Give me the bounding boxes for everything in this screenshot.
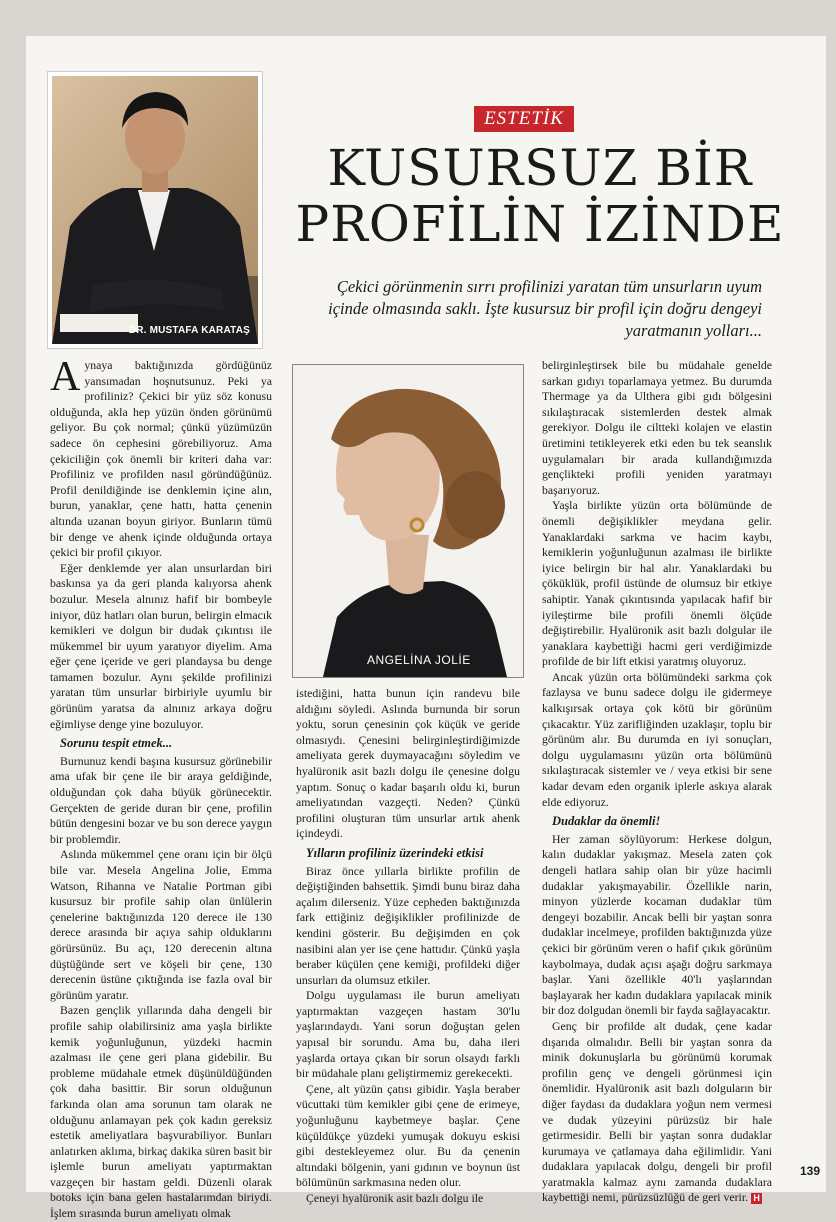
paragraph: Aslında mükemmel çene oranı için bir ölçü bile var. Mesela Angelina Jolie, Emma Watson, Rihanna ve Natalie Portman gibi kusursuz bir profile sahip olan ünlülerin çenelerine baktığınızda 120 derece ile 130 derece arasında bir açıya sahip olduklarını görürsünüz. Bu açı, 120 derecenin altına düştüğünde sert ve köşeli bir çene, 130 derecenin üstüne çıktığında ise fazla oval bir görünüm yaratır. — [50, 847, 272, 1002]
paragraph: Her zaman söylüyorum: Herkese dolgun, kalın dudaklar yakışmaz. Mesela zaten çok dengeli hatlara sahip olan bir yüze hacimli dudaklar yakışmayabilir. Özellikle narin, minyon yüzlerde kocaman dudaklar tüm dengeyi bozabilir. Ancak belli bir yaştan sonra dudaklar incelmeye, profilden baktığınızda yüze çekici bir görünüm veren o hafif çıkık görünüm kaybolmaya, dudak açısı aşağı doğru sarkmaya başlar. Yani özellikle 40'lı yaşlarından başlayarak her kadın dudaklara yapılacak minik bir doz dolgudan önemli bir fayda sağlayacaktır. — [542, 831, 772, 1018]
headline-line-2: PROFİLİN İZİNDE — [295, 195, 785, 253]
paragraph: belirginleştirsek bile bu müdahale genelde sarkan gıdıyı toparlamaya yetmez. Bu durumda Thermage ya da Ulthera gibi gıdı bölgesini sıkılaştıracak sistemlerden destek almak gerekiyor. Dolgu ile ciltteki kolajen ve elastin üretimini tetikleyerek etki eden bu tek seanslık uygulamaları bir arada kullandığımızda gençlikteki profili yeniden yaratmayı başarıyoruz. — [542, 358, 772, 497]
paragraph-text: Genç bir profilde alt dudak, çene kadar dışarıda olmalıdır. Belli bir yaştan sonra da minik dokunuşlarla bu görünümü korumak profilin genç ve dengeli görünmesi için önemlidir. Hyalüronik asit bazlı dolguların bir diğer faydası da dudaklara yoğun nem vermesi ve dudak yüzeyini pürüzsüz bir hale getirmesidir. Belli bir yaştan sonra dudaklar kurumaya ve çatlamaya daha eğilimlidir. Yani dudaklara yapılacak dolgu, dengeli bir profil yaratmakla kalmaz aynı zamanda dudaklara kaybettiği nemi, pürüzsüzlüğü de geri verir. — [542, 1018, 772, 1205]
subheading: Sorunu tespit etmek... — [60, 736, 173, 751]
author-photo-caption: DR. MUSTAFA KARATAŞ — [128, 325, 250, 336]
angelina-jolie-photo — [292, 364, 524, 678]
paragraph: Bazen gençlik yıllarında daha dengeli bir profile sahip olabilirsiniz ama yaşla birlikte kemik yoğunluğunun, yüzdeki hacmin azalması ile çene geri plana gidebilir. Bu probleme müdahale etmek düşünüldüğünden çok daha basittir. Bir sorun olduğunun farkında olan ama sorunun tam olarak ne olduğunu anlamayan pek çok kadın gereksiz estetik ameliyatlara başvurabiliyor. Bunları anlatırken aklıma, birkaç dakika süren basit bir işlemle burun ameliyatı yaptırmaktan vazgeçen bir hastam geldi. Düzenli olarak botoks için bana gelen hastalarımdan biriydi. İşlem sırasında burun ameliyatı olmak — [50, 1003, 272, 1221]
headline-line-1: KUSURSUZ BİR — [327, 139, 753, 197]
article-column-2 — [296, 686, 520, 1207]
drop-cap: A — [50, 354, 81, 400]
author-portrait-figure — [52, 76, 258, 344]
paragraph — [542, 1019, 772, 1206]
paragraph: Dolgu uygulaması ile burun ameliyatı yaptırmaktan vazgeçen hastam 30'lu yaşlarındaydı. Yani sorun doğuştan gelen yapısal bir sorundu. Ama bu, daha ileri yaşlarda ortaya çıkan bir sorun olsaydı farklı bir müdahale planı geliştirmemiz gerekecekti. — [296, 988, 520, 1081]
paragraph: Çene, alt yüzün çatısı gibidir. Yaşla beraber vücuttaki tüm kemikler gibi çene de erimeye, yoğunluğunu kaybetmeye başlar. Çene küçüldükçe yüzdeki yumuşak dokuyu eskisi gibi destekleyemez olur. Bu da çenenin altındaki bölgenin, yani gıdının ve boynun üst bölümünün sarkmasına neden olur. — [296, 1081, 520, 1190]
paragraph: Yaşla birlikte yüzün orta bölümünde de önemli değişiklikler meydana gelir. Yanaklardaki sarkma ve hacim kaybı, kemiklerin yoğunluğunun azalması ile birlikte iyice belirgin bir hal alır. Yanaklardaki bu çöküklük, profil üstünde de olumsuz bir etkiye sahiptir. Yanak çıkıntısında yapılacak hafif bir iyileştirme bile profili önemli ölçüde değiştirebilir. Hyalüronik asit bazlı dolgular ile yanaklara kaybettiği hacmi geri verdiğimizde profilde de bir lift etkisi yaratmış oluyoruz. — [542, 498, 772, 669]
page-number: 139 — [799, 1164, 820, 1178]
paragraph: Eğer denklemde yer alan unsurlardan biri baskınsa ya da geri planda kalıyorsa ahenk bozulur. Mesela alnınız hafif bir bombeyle iniyor, düz hatları olan burun, belirgin elmacık kemikleri ve dolgun bir dudak çıkıntısı ile mükemmel bir uyum yaratıyor diyelim. Ama eğer çene içeride ve geri plandaysa bu denge tamamen bozulur. Aynı şekilde profilinizi yaratan tüm unsurlar birbiriyle uyumlu bir görünüm yaratsa da alnınız arkaya doğru eğimliyse denge yine bozuluyor. — [50, 560, 272, 731]
section-tag: ESTETİK — [474, 106, 574, 132]
paragraph: Çeneyi hyalüronik asit bazlı dolgu ile — [306, 1191, 484, 1205]
paragraph-text: ynaya baktığınızda gördüğünüz yansımadan hoşnutsunuz. Peki ya profiliniz? Çekici bir yüz söz konusu olduğunda, akla hep yüzün önden görünümü geliyor. Bu çok normal; çünkü yüzümüzün sadece ön cephesini görebiliyoruz. Ama çekiciliğin çok önemli bir kriteri daha var: Profiliniz ve profilden nasıl göründüğünüz. Profil denildiğinde ise denklemin içine alın, burun, yanaklar, çene hattı, hatta çenenin altında uzanan boyun giriyor. Bunların tümü bir denge ve ahenk içinde olduğunda ortaya çekici bir profil çıkıyor. — [50, 358, 272, 560]
standfirst: Çekici görünmenin sırrı profilinizi yaratan tüm unsurların uyum içinde olmasında saklı. İşte kusursuz bir profil için doğru dengeyi yaratmanın yolları... — [328, 277, 762, 340]
paragraph: istediğini, hatta bunun için randevu bile aldığını söyledi. Aslında burnunda bir sorun yoktu, sorun çenesinin çok küçük ve geride olmasıydı. Çenesini belirginleştirdiğimizde ameliyata gerek duymayacağını söyledim ve hyalüronik asit bazlı dolgu ile çenesine dolgu yaptım. Sonuç o kadar başarılı oldu ki, burun ameliyatından vazgeçti. Neden? Çünkü profilini oluşturan tüm unsurlar artık ahenk içindeydi. — [296, 686, 520, 841]
paragraph: Ancak yüzün orta bölümündeki sarkma çok fazlaysa ve bunu sadece dolgu ile gidermeye kalkışırsak ortaya çok kötü bir görünüm çıkacaktır. Yüz zarifliğinden uzaklaşır, toplu bir görünüm alır. Bu durumda en iyi sonuçları, dolgu uygulamasını yüzün orta bölümünü sıkılaştıracak sistemler ve / veya etkisi bir sene kadar devam eden organik iplerle askıya alarak elde ediyoruz. — [542, 669, 772, 809]
paragraph: Burnunuz kendi başına kusursuz görünebilir ama ufak bir çene ile bir araya geldiğinde, olduğundan çok daha büyük görünecektir. Gerçekten de geride duran bir çene, profilin bütün dengesini bozar ve bu son derece yaygın bir problemdir. — [50, 753, 272, 846]
magazine-page — [26, 36, 826, 1221]
subheading: Yılların profiliniz üzerindeki etkisi — [306, 845, 484, 860]
article-column-3 — [542, 358, 772, 1206]
paragraph: Biraz önce yıllarla birlikte profilin de değiştiğinden bahsettik. Şimdi bunu biraz daha açalım dilerseniz. Yüze cepheden baktığınızda fark ettiğiniz değişiklikler profilinizde de kendini gösterir. Bu değişimden en çok nasibini alan yer ise çene hattıdır. Çünkü yaşla beraber küçülen çene kemiği, profildeki diğer unsurları da olumsuz etkiler. — [296, 863, 520, 987]
paragraph — [50, 354, 272, 561]
subheading: Dudaklar da önemli! — [552, 814, 661, 829]
author-photo — [48, 72, 262, 348]
headline — [290, 140, 790, 252]
profile-portrait-figure — [293, 365, 523, 677]
jolie-photo-caption: ANGELİNA JOLİE — [367, 653, 471, 667]
article-column-1 — [50, 354, 272, 1222]
end-of-article-mark: H — [751, 1193, 762, 1204]
